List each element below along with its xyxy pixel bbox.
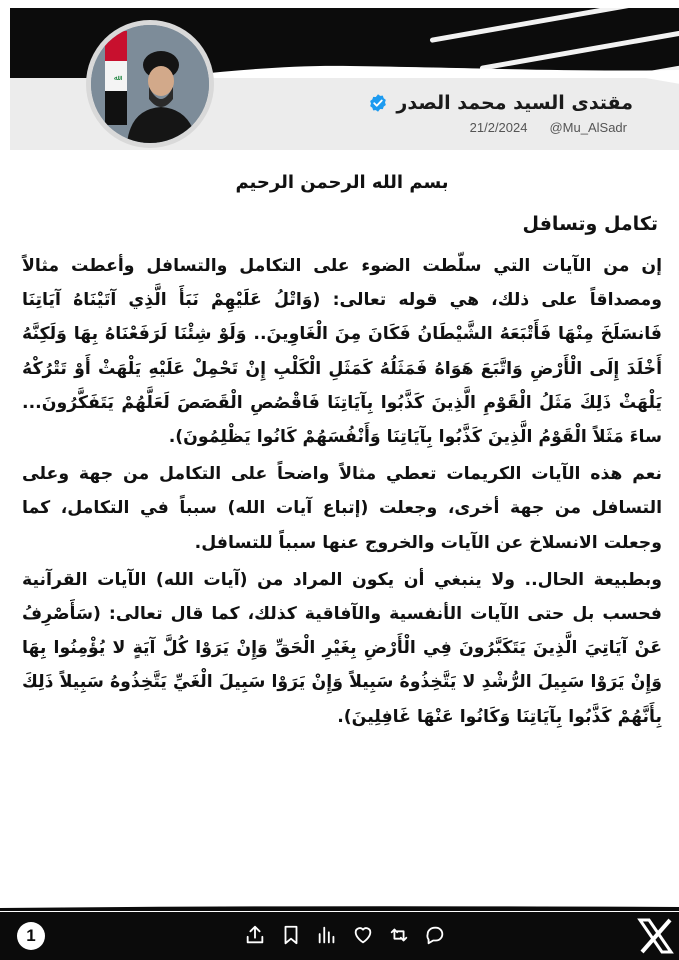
- post-meta: [470, 120, 627, 135]
- author-handle[interactable]: @Mu_AlSadr: [549, 120, 627, 135]
- paragraph: إن من الآيات التي سلّطت الضوء على التكامل والتسافل وأعطت مثالاً ومصداقاً على ذلك، هي قوله تعالى: (وَاتْلُ عَلَيْهِمْ نَبَأَ الَّذِي آتَيْنَاهُ آيَاتِنَا فَانسَلَخَ مِنْهَا فَأَتْبَعَهُ الشَّيْطَانُ فَكَانَ مِنَ الْغَاوِينَ.. وَلَوْ شِئْنَا لَرَفَعْنَاهُ بِهَا وَلَكِنَّهُ أَخْلَدَ إِلَى الْأَرْضِ وَاتَّبَعَ هَوَاهُ فَمَثَلُهُ كَمَثَلِ الْكَلْبِ إِنْ تَحْمِلْ عَلَيْهِ يَلْهَثْ أَوْ تَتْرُكْهُ يَلْهَثْ ذَلِكَ مَثَلُ الْقَوْمِ الَّذِينَ كَذَّبُوا بِآيَاتِنَا فَاقْصُصِ الْقَصَصَ لَعَلَّهُمْ يَتَفَكَّرُونَ... ساءَ مَثَلاً الْقَوْمُ الَّذِينَ كَذَّبُوا بِآيَاتِنَا وَأَنْفُسَهُمْ كَانُوا يَظْلِمُونَ).: [22, 256, 662, 448]
- views-icon[interactable]: [316, 924, 338, 946]
- paragraph: وبطبيعة الحال.. ولا ينبغي أن يكون المراد من (آيات الله) الآيات القرآنية فحسب بل حتى الآيات الأنفسية والآفاقية كذلك، كما قال تعالى: (سَأَصْرِفُ عَنْ آيَاتِيَ الَّذِينَ يَتَكَبَّرُونَ فِي الْأَرْضِ بِغَيْرِ الْحَقِّ وَإِنْ يَرَوْا كُلَّ آيَةٍ لا يُؤْمِنُوا بِهَا وَإِنْ يَرَوْا سَبِيلَ الرُّشْدِ لا يَتَّخِذُوهُ سَبِيلاً وَإِنْ يَرَوْا سَبِيلَ الْغَيِّ يَتَّخِذُوهُ سَبِيلاً ذَلِكَ بِأَنَّهُمْ كَذَّبُوا بِآيَاتِنَا وَكَانُوا عَنْهَا غَافِلِينَ).: [22, 569, 662, 727]
- x-logo-icon: [632, 912, 679, 960]
- verified-badge-icon: [368, 93, 388, 113]
- post-title: تكامل وتسافل: [522, 213, 658, 235]
- paragraph: نعم هذه الآيات الكريمات تعطي مثالاً واضحاً على التكامل من جهة وعلى التسافل من جهة أخرى، وجعلت (إتباع آيات الله) سبباً في التكامل، كما وجعلت الانسلاخ عن الآيات والخروج عنها سبباً للتسافل.: [22, 464, 662, 553]
- svg-text:ﷲ: ﷲ: [113, 74, 119, 82]
- person-avatar-icon: [91, 25, 209, 143]
- reply-icon[interactable]: [424, 924, 446, 946]
- share-icon[interactable]: [244, 924, 266, 946]
- post-date: 21/2/2024: [469, 120, 528, 135]
- like-icon[interactable]: [352, 924, 374, 946]
- page-number: 1: [17, 922, 45, 950]
- avatar[interactable]: [86, 20, 214, 148]
- post-header: [0, 0, 679, 160]
- post-body: [22, 168, 662, 888]
- author-name-row: [368, 92, 633, 114]
- author-name[interactable]: مقتدى السيد محمد الصدر: [396, 92, 633, 114]
- bookmark-icon[interactable]: [280, 924, 302, 946]
- repost-icon[interactable]: [388, 924, 410, 946]
- action-bar: [244, 924, 446, 946]
- footer-divider: [0, 905, 679, 911]
- basmala: بسم الله الرحمن الرحيم: [235, 172, 449, 193]
